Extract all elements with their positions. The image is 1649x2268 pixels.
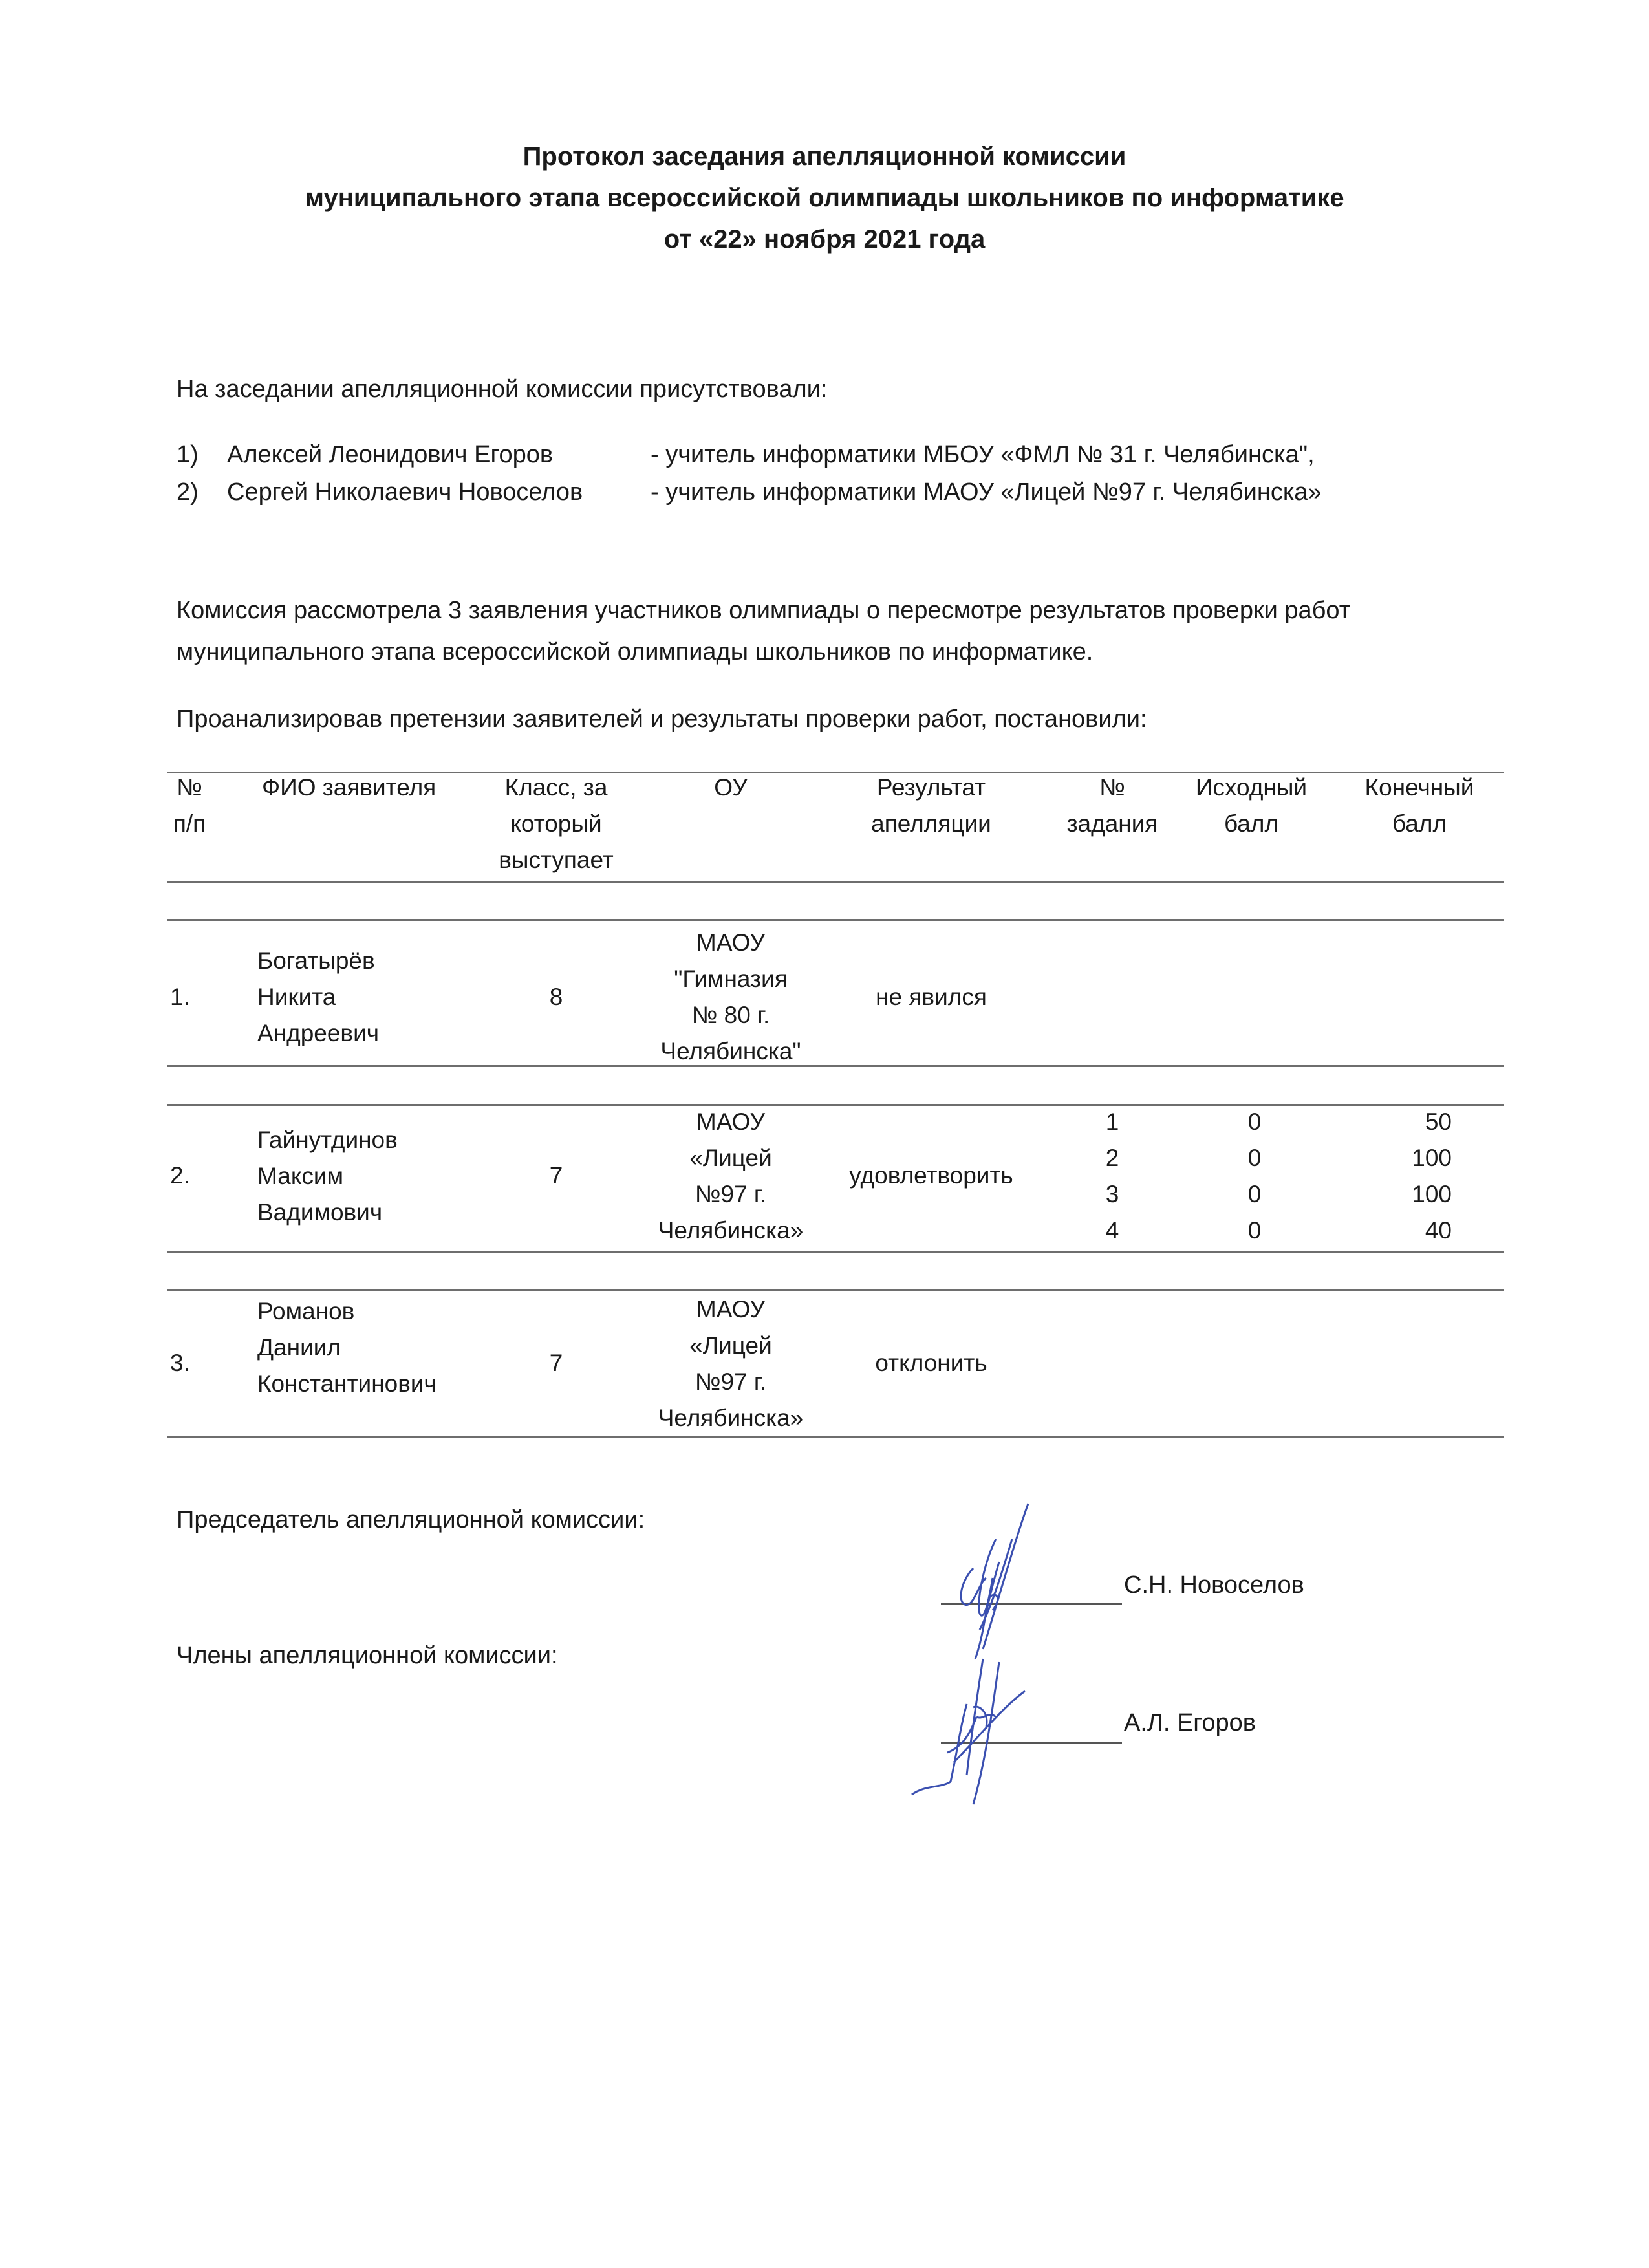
final-score: 50 [1425, 1108, 1452, 1135]
header-text: Исходный [1195, 774, 1308, 801]
header-text: № [177, 774, 202, 801]
member-name: Алексей Леонидович Егоров [227, 441, 554, 468]
school-part: «Лицей [689, 1145, 772, 1171]
initial-score: 0 [1247, 1217, 1262, 1244]
header-grade [491, 770, 621, 878]
row-number: 2. [170, 1162, 190, 1189]
header-final-score [1345, 770, 1494, 842]
name-part: Романов [257, 1298, 355, 1324]
applicant-name [257, 943, 379, 1052]
table-rule [167, 881, 1504, 883]
header-initial-score [1187, 770, 1316, 842]
final-scores [1390, 1104, 1452, 1249]
name-part: Гайнутдинов [257, 1127, 398, 1153]
name-part: Константинович [257, 1370, 436, 1397]
initial-score: 0 [1247, 1181, 1262, 1207]
title-line-2: муниципального этапа всероссийской олимпиады школьников по информатике [305, 184, 1344, 212]
chairman-name: С.Н. Новоселов [1124, 1571, 1304, 1599]
grade: 7 [549, 1162, 563, 1189]
title-line-1: Протокол заседания апелляционной комиссии [523, 142, 1126, 171]
chairman-label: Председатель апелляционной комиссии: [177, 1506, 645, 1533]
review-text-line-2: муниципального этапа всероссийской олимпиады школьников по информатике. [177, 638, 1094, 665]
header-text: п/п [173, 810, 206, 837]
grade: 7 [549, 1350, 563, 1376]
name-part: Андреевич [257, 1020, 380, 1046]
applicant-name [257, 1122, 398, 1231]
member-number: 2) [177, 479, 199, 506]
header-school [685, 770, 776, 806]
initial-score: 0 [1247, 1145, 1262, 1171]
table-rule [167, 1289, 1504, 1291]
header-text: балл [1223, 810, 1279, 837]
task-number: 1 [1105, 1108, 1119, 1135]
header-number [170, 770, 209, 842]
review-text-line-1: Комиссия рассмотрела 3 заявления участников олимпиады о пересмотре результатов проверки работ [177, 597, 1351, 624]
school-part: "Гимназия [674, 966, 788, 992]
table-rule [167, 1251, 1504, 1253]
school [640, 925, 821, 1070]
task-number: 3 [1105, 1181, 1119, 1207]
header-text: Класс, за [504, 774, 608, 801]
decision-intro: Проанализировав претензии заявителей и результаты проверки работ, постановили: [177, 706, 1147, 733]
header-text: № [1099, 774, 1125, 801]
initial-score: 0 [1247, 1108, 1262, 1135]
table-rule [167, 1104, 1504, 1106]
name-part: Никита [257, 984, 336, 1010]
header-result [854, 770, 1009, 842]
final-score: 100 [1412, 1145, 1452, 1171]
header-text: ОУ [714, 774, 748, 801]
appeal-result: удовлетворить [849, 1162, 1013, 1189]
row-number: 3. [170, 1350, 190, 1376]
header-text: балл [1392, 810, 1447, 837]
name-part: Даниил [257, 1334, 341, 1361]
task-numbers [1093, 1104, 1132, 1249]
task-number: 4 [1105, 1217, 1119, 1244]
header-text: апелляции [871, 810, 991, 837]
attendance-intro: На заседании апелляционной комиссии присутствовали: [177, 376, 828, 403]
chairman-signature [938, 1500, 1067, 1681]
school-part: Челябинска» [658, 1405, 804, 1431]
name-part: Богатырёв [257, 947, 375, 974]
grade: 8 [549, 984, 563, 1010]
header-task-number [1061, 770, 1164, 842]
school-part: №97 г. [695, 1368, 767, 1395]
member-number: 1) [177, 441, 199, 468]
school-part: №97 г. [695, 1181, 767, 1207]
table-rule [167, 1065, 1504, 1067]
school-part: МАОУ [696, 1296, 766, 1323]
initial-scores [1235, 1104, 1274, 1249]
school [640, 1291, 821, 1436]
members-label: Члены апелляционной комиссии: [177, 1642, 558, 1669]
school-part: № 80 г. [691, 1002, 770, 1028]
appeal-result: не явился [876, 984, 987, 1010]
member-role: - учитель информатики МАОУ «Лицей №97 г. Челябинска» [651, 479, 1322, 506]
header-text: задания [1066, 810, 1158, 837]
title-line-3: от «22» ноября 2021 года [663, 225, 986, 254]
applicant-name [257, 1293, 436, 1402]
school-part: Челябинска» [658, 1217, 804, 1244]
final-score: 40 [1425, 1217, 1452, 1244]
task-number: 2 [1105, 1145, 1119, 1171]
header-text: Конечный [1364, 774, 1474, 801]
member-role: - учитель информатики МБОУ «ФМЛ № 31 г. Челябинска", [651, 441, 1315, 468]
school-part: МАОУ [696, 929, 766, 956]
school [640, 1104, 821, 1249]
member-signature [905, 1656, 1073, 1811]
name-part: Вадимович [257, 1199, 383, 1226]
school-part: «Лицей [689, 1332, 772, 1359]
table-rule [167, 1436, 1504, 1438]
member-signer-name: А.Л. Егоров [1124, 1709, 1256, 1736]
member-name: Сергей Николаевич Новоселов [227, 479, 583, 506]
row-number: 1. [170, 984, 190, 1010]
appeal-result: отклонить [875, 1350, 987, 1376]
table-rule [167, 919, 1504, 921]
school-part: МАОУ [696, 1108, 766, 1135]
document-title [0, 136, 1649, 260]
name-part: Максим [257, 1163, 344, 1189]
school-part: Челябинска" [660, 1038, 801, 1064]
header-text: ФИО заявителя [262, 774, 436, 801]
header-text: Результат [876, 774, 986, 801]
header-applicant [262, 770, 436, 806]
final-score: 100 [1412, 1181, 1452, 1207]
header-text: который [510, 810, 602, 837]
header-text: выступает [499, 847, 614, 873]
